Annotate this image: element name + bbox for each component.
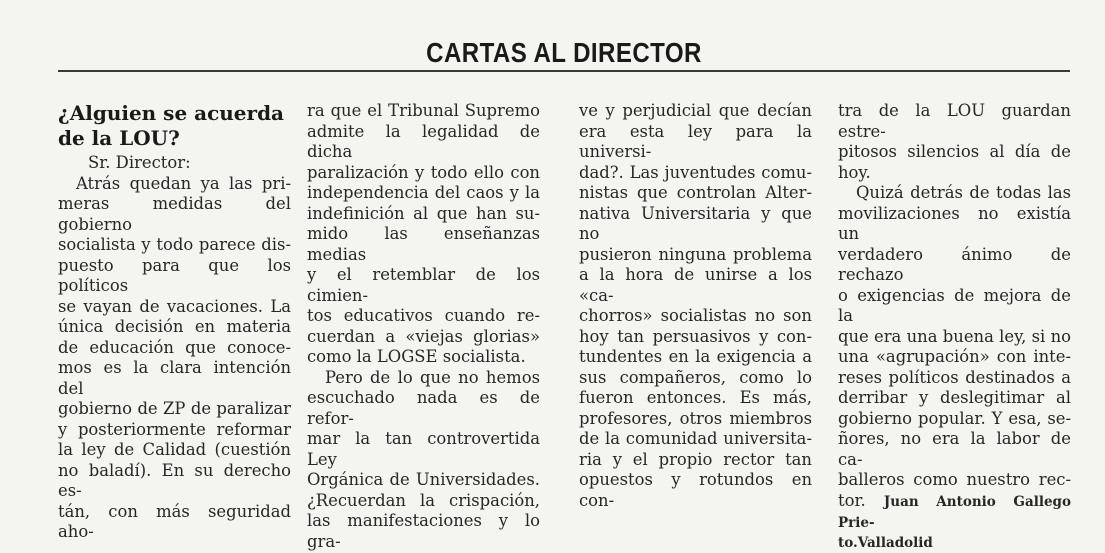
- text-line: mar la tan controvertida Ley: [307, 429, 540, 469]
- text-line: ñores, no era la labor de ca-: [838, 429, 1071, 469]
- text-line: movilizaciones no existía un: [838, 203, 1071, 243]
- text-line: chorros» socialistas no son: [579, 306, 812, 325]
- text-line: única decisión en materia: [58, 317, 291, 336]
- section-header: [58, 36, 1070, 72]
- text-line: era esta ley para la universi-: [579, 121, 812, 161]
- text-line: reses políticos destinados a: [838, 367, 1071, 387]
- text-line: la ley de Calidad (cuestión: [58, 440, 291, 459]
- text-line: independencia del caos y la: [307, 183, 540, 202]
- text-line: ¿Recuerdan la crispación,: [307, 490, 540, 510]
- salutation: Sr. Director:: [88, 153, 191, 172]
- headline-line-1: ¿Alguien se acuerda: [58, 101, 285, 125]
- text-line: Pero de lo que no hemos: [325, 367, 540, 387]
- text-line: de educación que conoce-: [58, 337, 291, 357]
- text-line: tra de la LOU guardan estre-: [838, 101, 1071, 141]
- text-line: gobierno popular. Y esa, se-: [838, 408, 1071, 428]
- letter-column-2: [307, 101, 540, 552]
- text-line: de la comunidad universita-: [579, 429, 812, 448]
- text-line: admite la legalidad de dicha: [307, 121, 540, 161]
- text-line: tán, con más seguridad aho-: [58, 501, 291, 541]
- text-line: tos educativos cuando re-: [307, 306, 540, 325]
- text-line: cuerdan a «viejas glorias»: [307, 326, 540, 346]
- text-line: nistas que controlan Alter-: [579, 183, 812, 202]
- text-line: tundentes en la exigencia a: [579, 347, 812, 366]
- text-line: opuestos y rotundos en con-: [579, 470, 812, 510]
- text-line: Orgánica de Universidades.: [307, 470, 540, 489]
- signature-name: Juan Antonio Gallego Prie-: [838, 493, 1071, 531]
- section-title: CARTAS AL DIRECTOR: [426, 37, 702, 68]
- text-line: ve y perjudicial que decían: [579, 101, 812, 120]
- signature: [838, 491, 1071, 553]
- text-line: hoy.: [838, 162, 871, 182]
- text-line: no baladí). En su derecho es-: [58, 460, 291, 500]
- text-line: pitosos silencios al día de: [838, 142, 1071, 161]
- text-line: mos es la clara intención del: [58, 358, 291, 398]
- text-line: las manifestaciones y lo gra-: [307, 511, 540, 551]
- text-line: hoy tan persuasivos y con-: [579, 326, 812, 346]
- text-line: y el retemblar de los cimien-: [307, 265, 540, 305]
- text-line: socialista y todo parece dis-: [58, 235, 291, 254]
- letter-headline: [58, 101, 291, 151]
- text-line: verdadero ánimo de rechazo: [838, 244, 1071, 284]
- text-line: y posteriormente reformar: [58, 419, 291, 439]
- text-line: nativa Universitaria y que no: [579, 203, 812, 243]
- text-line: derribar y deslegitimar al: [838, 388, 1071, 407]
- signature-place: to.Valladolid: [838, 534, 933, 551]
- text-line: como la LOGSE socialista.: [307, 347, 526, 366]
- text-line: ria y el propio rector tan: [579, 449, 812, 469]
- text-line: tor.: [838, 490, 866, 510]
- text-line: ra que el Tribunal Supremo: [307, 101, 540, 120]
- letter-column-4: [838, 101, 1071, 553]
- text-line: pusieron ninguna problema: [579, 244, 812, 264]
- text-line: fueron entonces. Es más,: [579, 388, 812, 407]
- headline-line-2: de la LOU?: [58, 126, 180, 150]
- text-line: profesores, otros miembros: [579, 408, 812, 428]
- text-line: o exigencias de mejora de la: [838, 285, 1071, 325]
- text-line: indefinición al que han su-: [307, 203, 540, 223]
- text-line: Quizá detrás de todas las: [856, 183, 1071, 202]
- letter-column-3: [579, 101, 812, 511]
- text-line: Atrás quedan ya las pri-: [76, 173, 291, 193]
- text-line: se vayan de vacaciones. La: [58, 296, 291, 316]
- text-line: paralización y todo ello con: [307, 162, 540, 182]
- text-line: dad?. Las juventudes comu-: [579, 162, 812, 182]
- text-line: meras medidas del gobierno: [58, 194, 291, 234]
- text-line: puesto para que los políticos: [58, 255, 291, 295]
- text-line: gobierno de ZP de paralizar: [58, 399, 291, 418]
- letter-column-1: [58, 101, 291, 543]
- text-line: sus compañeros, como lo: [579, 367, 812, 387]
- text-line: escuchado nada es de refor-: [307, 388, 540, 428]
- text-line: a la hora de unirse a los «ca-: [579, 265, 812, 305]
- text-line: balleros como nuestro rec-: [838, 470, 1071, 489]
- text-line: una «agrupación» con inte-: [838, 347, 1071, 366]
- text-line: mido las enseñanzas medias: [307, 224, 540, 264]
- text-line: que era una buena ley, si no: [838, 326, 1071, 346]
